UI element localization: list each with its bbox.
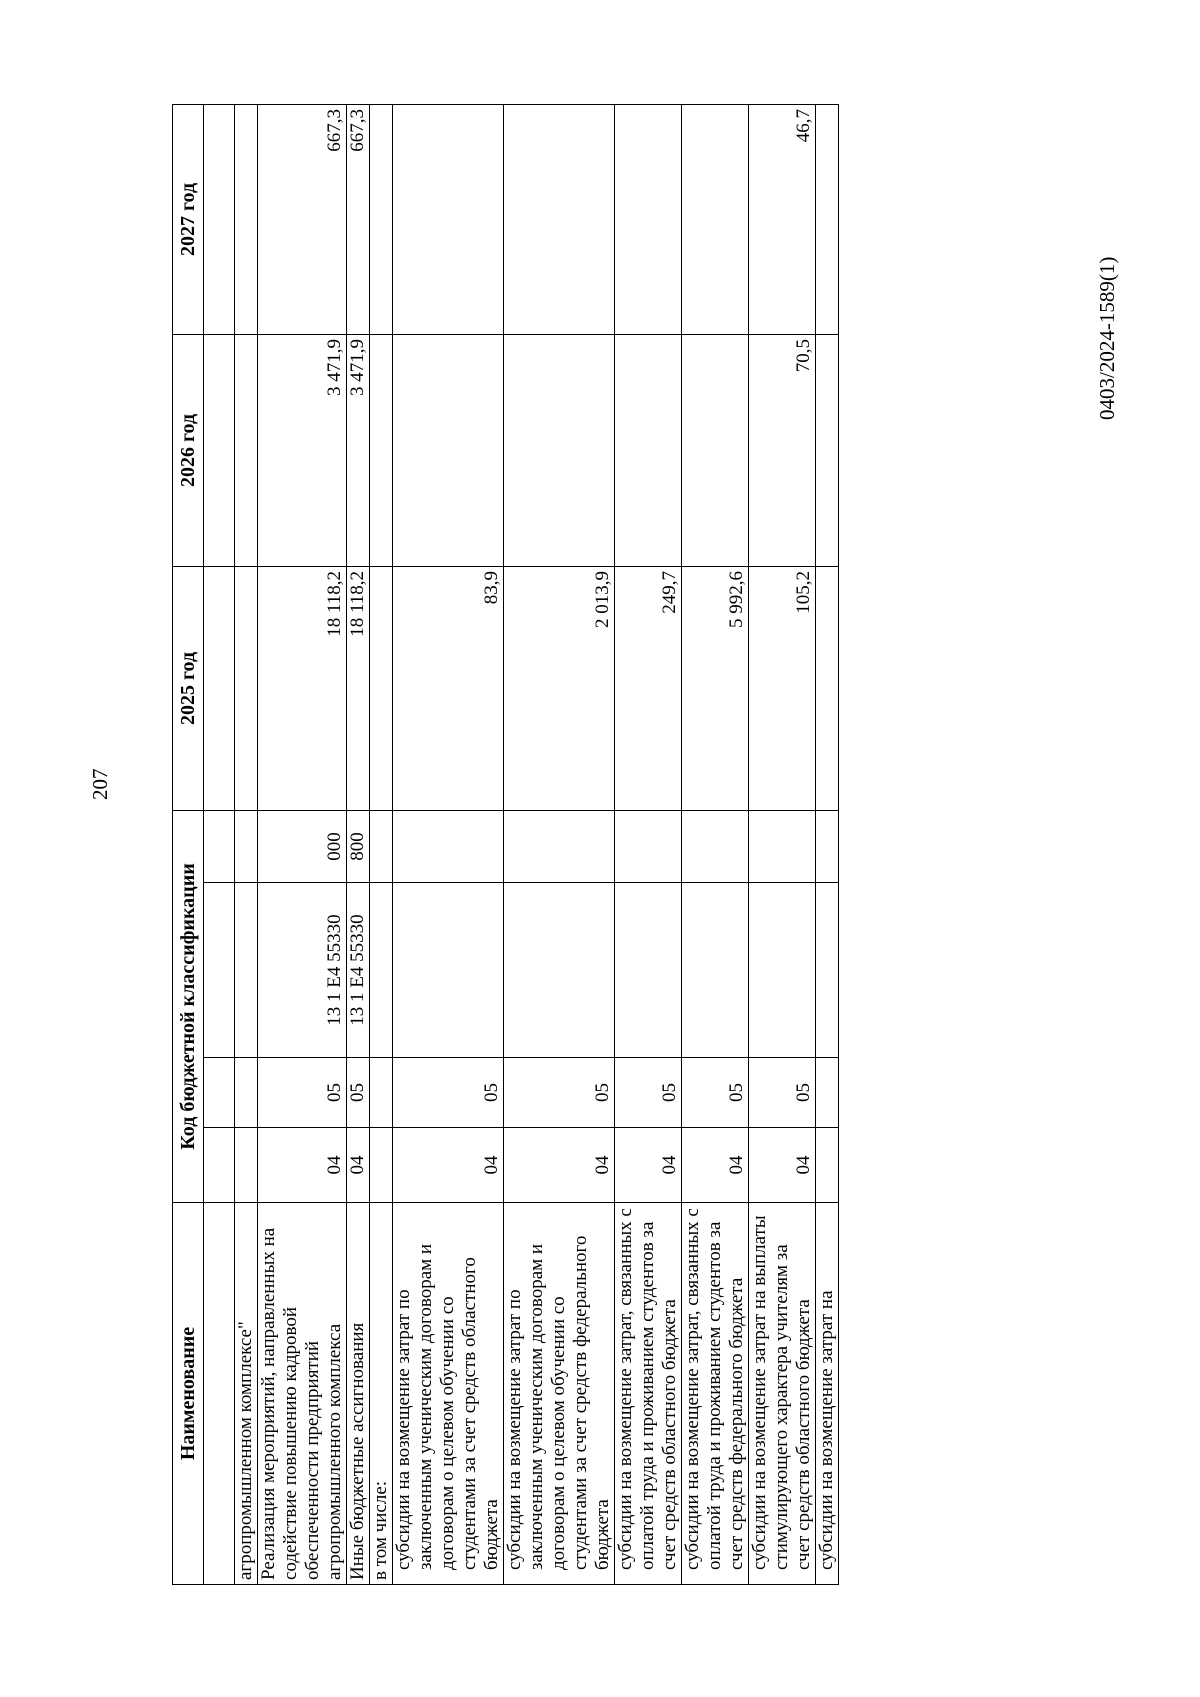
code-section-cell: 04	[347, 1128, 370, 1203]
table-row	[682, 104, 749, 1584]
table-row	[258, 104, 347, 1584]
code-target-cell	[235, 883, 258, 1058]
table-row	[235, 104, 258, 1584]
value-year-1-cell	[370, 566, 393, 810]
code-target-cell	[370, 883, 393, 1058]
header-subrow	[204, 104, 235, 1584]
table-row	[816, 104, 839, 1584]
code-target-cell	[393, 883, 504, 1058]
header-code-group: Код бюджетной классификации	[173, 810, 204, 1202]
table-row	[347, 104, 370, 1584]
code-expense-type-cell: 800	[347, 810, 370, 882]
code-expense-type-cell: 000	[258, 810, 347, 882]
value-year-3-cell	[393, 104, 504, 334]
rotated-table-container	[172, 105, 1032, 1585]
header-year-3: 2027 год	[173, 104, 204, 334]
code-expense-type-cell	[393, 810, 504, 882]
code-subsection-cell: 05	[393, 1058, 504, 1128]
value-year-3-cell: 667,3	[258, 104, 347, 334]
code-expense-type-cell	[235, 810, 258, 882]
code-target-cell	[816, 883, 839, 1058]
value-year-3-cell	[816, 104, 839, 334]
row-name-cell: Реализация мероприятий, направленных на содействие повышению кадровой обеспеченности предприятий агропромышленного комплекса	[258, 1203, 347, 1585]
value-year-2-cell: 3 471,9	[258, 334, 347, 566]
table-row	[370, 104, 393, 1584]
value-year-1-cell	[816, 566, 839, 810]
value-year-3-cell	[235, 104, 258, 334]
row-name-cell: субсидии на возмещение затрат, связанных с оплатой труда и проживанием студентов за счет средств областного бюджета	[615, 1203, 682, 1585]
table-body	[235, 104, 839, 1584]
value-year-1-cell: 83,9	[393, 566, 504, 810]
header-year-2: 2026 год	[173, 334, 204, 566]
value-year-3-cell: 667,3	[347, 104, 370, 334]
code-subsection-cell: 05	[504, 1058, 615, 1128]
code-section-cell: 04	[504, 1128, 615, 1203]
row-name-cell: субсидии на возмещение затрат по заключенным ученическим договорам и договорам о целевом обучении со студентами за счет средств федерального бюджета	[504, 1203, 615, 1585]
code-expense-type-cell	[816, 810, 839, 882]
row-name-cell: субсидии на возмещение затрат на выплаты стимулирующего характера учителям за счет средств областного бюджета	[749, 1203, 816, 1585]
value-year-2-cell	[615, 334, 682, 566]
code-expense-type-cell	[504, 810, 615, 882]
table-row	[393, 104, 504, 1584]
budget-table	[172, 104, 839, 1585]
value-year-2-cell	[682, 334, 749, 566]
document-code: 0403/2024-1589(1)	[1095, 256, 1119, 420]
row-name-cell: субсидии на возмещение затрат, связанных с оплатой труда и проживанием студентов за счет средств федерального бюджета	[682, 1203, 749, 1585]
row-name-cell: Иные бюджетные ассигнования	[347, 1203, 370, 1585]
code-section-cell: 04	[615, 1128, 682, 1203]
value-year-2-cell	[370, 334, 393, 566]
code-subsection-cell: 05	[749, 1058, 816, 1128]
value-year-3-cell	[504, 104, 615, 334]
code-section-cell: 04	[682, 1128, 749, 1203]
code-section-cell: 04	[749, 1128, 816, 1203]
value-year-1-cell: 5 992,6	[682, 566, 749, 810]
code-subsection-cell: 05	[615, 1058, 682, 1128]
value-year-1-cell: 18 118,2	[258, 566, 347, 810]
code-target-cell: 13 1 E4 55330	[258, 883, 347, 1058]
value-year-1-cell: 105,2	[749, 566, 816, 810]
value-year-2-cell	[816, 334, 839, 566]
row-name-cell: субсидии на возмещение затрат на	[816, 1203, 839, 1585]
code-expense-type-cell	[615, 810, 682, 882]
value-year-2-cell: 70,5	[749, 334, 816, 566]
value-year-2-cell	[504, 334, 615, 566]
code-expense-type-cell	[682, 810, 749, 882]
row-name-cell: агропромышленном комплексе"	[235, 1203, 258, 1585]
code-section-cell	[235, 1128, 258, 1203]
code-target-cell	[682, 883, 749, 1058]
value-year-2-cell	[235, 334, 258, 566]
code-expense-type-cell	[370, 810, 393, 882]
value-year-3-cell	[615, 104, 682, 334]
table-row	[615, 104, 682, 1584]
table-row	[749, 104, 816, 1584]
header-year-1: 2025 год	[173, 566, 204, 810]
value-year-1-cell: 18 118,2	[347, 566, 370, 810]
header-row	[173, 104, 204, 1584]
value-year-1-cell	[235, 566, 258, 810]
code-section-cell	[816, 1128, 839, 1203]
code-section-cell: 04	[393, 1128, 504, 1203]
value-year-3-cell	[370, 104, 393, 334]
header-name: Наименование	[173, 1203, 204, 1585]
code-subsection-cell	[816, 1058, 839, 1128]
code-subsection-cell	[370, 1058, 393, 1128]
value-year-1-cell: 2 013,9	[504, 566, 615, 810]
row-name-cell: в том числе:	[370, 1203, 393, 1585]
table-row	[504, 104, 615, 1584]
value-year-3-cell: 46,7	[749, 104, 816, 334]
page-number: 207	[88, 768, 112, 800]
value-year-2-cell: 3 471,9	[347, 334, 370, 566]
value-year-2-cell	[393, 334, 504, 566]
code-target-cell: 13 1 E4 55330	[347, 883, 370, 1058]
code-subsection-cell: 05	[347, 1058, 370, 1128]
value-year-1-cell: 249,7	[615, 566, 682, 810]
code-target-cell	[504, 883, 615, 1058]
code-subsection-cell: 05	[258, 1058, 347, 1128]
code-expense-type-cell	[749, 810, 816, 882]
code-subsection-cell	[235, 1058, 258, 1128]
row-name-cell: субсидии на возмещение затрат по заключенным ученическим договорам и договорам о целевом обучении со студентами за счет средств областного бюджета	[393, 1203, 504, 1585]
code-section-cell: 04	[258, 1128, 347, 1203]
code-section-cell	[370, 1128, 393, 1203]
code-target-cell	[749, 883, 816, 1058]
value-year-3-cell	[682, 104, 749, 334]
code-subsection-cell: 05	[682, 1058, 749, 1128]
code-target-cell	[615, 883, 682, 1058]
